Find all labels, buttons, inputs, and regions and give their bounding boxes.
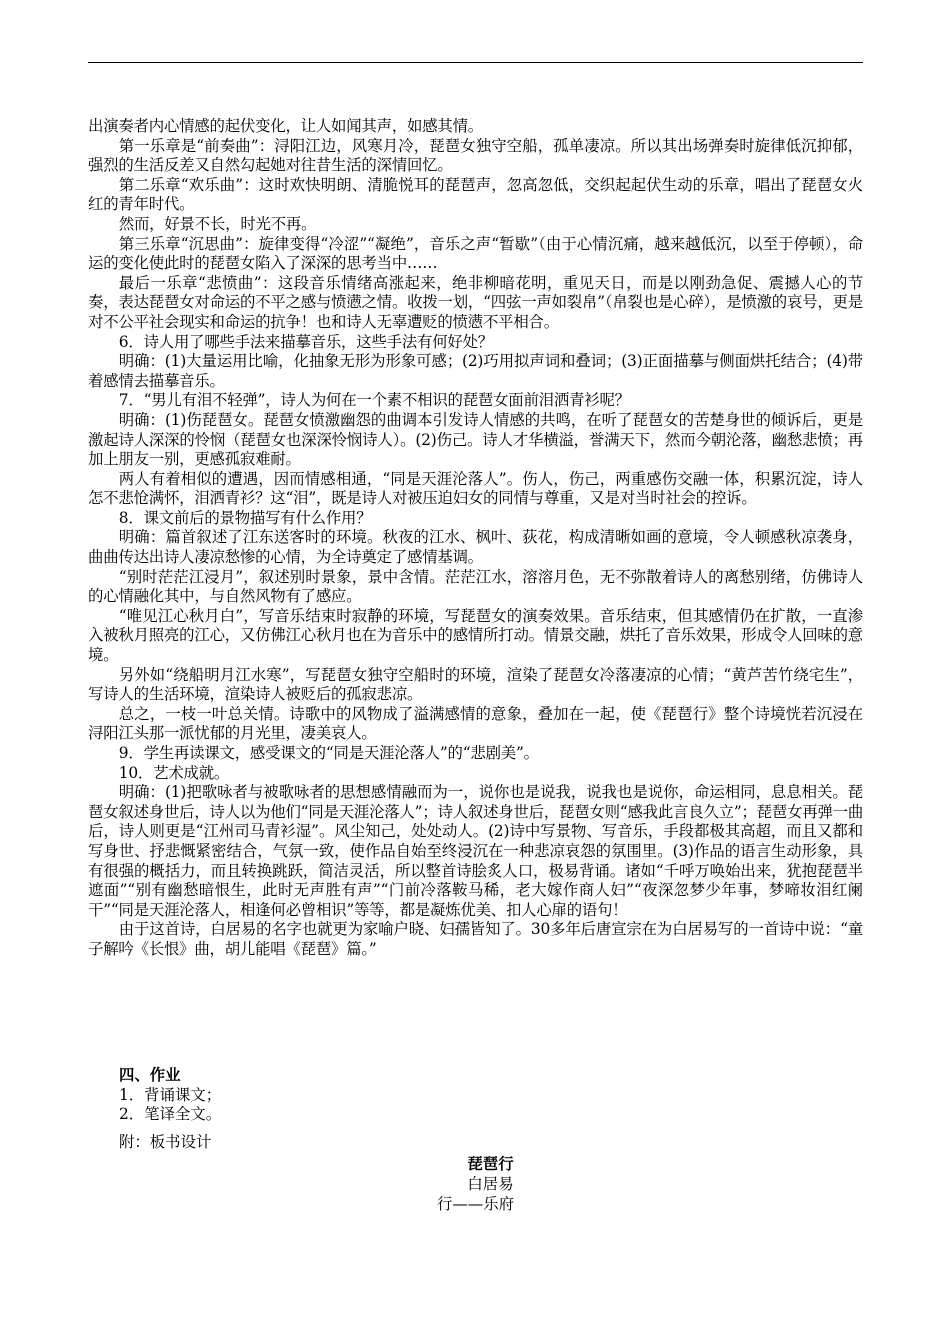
header-rule [88, 62, 863, 63]
body-paragraph: 两人有着相似的遭遇，因而情感相通，“同是天涯沦落人”。伤人，伤己，两重感伤交融一体，积累沉淀，诗人怎不悲怆满怀，泪洒青衫？这“泪”，既是诗人对被压迫妇女的同情与尊重，又是对当时社会的控诉。 [88, 469, 863, 508]
body-paragraph: 明确：(1)伤琵琶女。琵琶女愤激幽怨的曲调本引发诗人情感的共鸣，在听了琵琶女的苦楚身世的倾诉后，更是激起诗人深深的怜悯（琵琶女也深深怜悯诗人）。(2)伤己。诗人才华横溢，誉满天下，然而今朝沦落，幽愁悲愤；再加上朋友一别，更感孤寂难耐。 [88, 410, 863, 469]
body-paragraph: 第二乐章“欢乐曲”：这时欢快明朗、清脆悦耳的琵琶声，忽高忽低，交织起起伏生动的乐章，唱出了琵琶女火红的青年时代。 [88, 175, 863, 214]
body-paragraph: 8．课文前后的景物描写有什么作用？ [118, 508, 372, 527]
board-title: 琵琶行 [467, 1155, 514, 1173]
board-author: 白居易 [467, 1175, 514, 1193]
body-paragraph: 明确：(1)把歌咏者与被歌咏者的思想感情融而为一，说你也是说我，说我也是说你，命运相同，息息相关。琵琶女叙述身世后，诗人以为他们“同是天涯沦落人”；诗人叙述身世后，琵琶女则“感我此言良久立”；琵琶女再弹一曲后，诗人则更是“江州司马青衫湿”。风尘知己，处处动人。(2)诗中写景物、写音乐，手段都极其高超，而且又都和写身世、抒悲慨紧密结合，气氛一致，使作品自始至终浸沉在一种悲凉哀怨的氛围里。(3)作品的语言生动形象，具有很强的概括力，而且转换跳跃，简洁灵活，所以整首诗脍炙人口，极易背诵。诸如“千呼万唤始出来，犹抱琵琶半遮面”“别有幽愁暗恨生，此时无声胜有声”“门前冷落鞍马稀，老大嫁作商人妇”“夜深忽梦少年事，梦啼妆泪红阑干”“同是天涯沦落人，相逢何必曾相识”等等，都是凝炼优美、扣人心扉的语句！ [88, 783, 864, 919]
lesson-body [88, 117, 863, 960]
body-paragraph: “唯见江心秋月白”，写音乐结束时寂静的环境，写琵琶女的演奏效果。音乐结束，但其感情仍在扩散，一直渗入被秋月照亮的江心，又仿佛江心秋月也在为音乐中的感情所打动。情景交融，烘托了音乐效果，形成令人回味的意境。 [88, 606, 863, 665]
body-paragraph: 7．“男儿有泪不轻弹”，诗人为何在一个素不相识的琵琶女面前泪洒青衫呢？ [118, 391, 630, 410]
body-paragraph: 然而，好景不长，时光不再。 [118, 214, 317, 233]
document-page [88, 0, 863, 1342]
body-paragraph: 明确：篇首叙述了江东送客时的环境。秋夜的江水、枫叶、荻花，构成清晰如画的意境，令人顿感秋凉袭身，曲曲传达出诗人凄凉愁惨的心情，为全诗奠定了感情基调。 [88, 528, 863, 567]
body-paragraph: 由于这首诗，白居易的名字也就更为家喻户晓、妇孺皆知了。30多年后唐宣宗在为白居易写的一首诗中说：“童子解吟《长恨》曲，胡儿能唱《琵琶》篇。” [88, 920, 863, 958]
body-paragraph: 明确：(1)大量运用比喻，化抽象无形为形象可感；(2)巧用拟声词和叠词；(3)正面描摹与侧面烘托结合；(4)带着感情去描摹音乐。 [88, 352, 863, 390]
body-paragraph: 出演奏者内心情感的起伏变化，让人如闻其声，如感其情。 [88, 117, 483, 135]
appendix-label: 附：板书设计 [119, 1133, 212, 1151]
homework-heading: 四、作业 [119, 1066, 181, 1084]
body-paragraph: 6．诗人用了哪些手法来描摹音乐，这些手法有何好处？ [118, 332, 493, 351]
body-paragraph: 最后一乐章“悲愤曲”：这段音乐情绪高涨起来，绝非柳暗花明，重见天日，而是以刚劲急促、震撼人心的节奏，表达琵琶女对命运的不平之感与愤懑之情。收拨一划，“四弦一声如裂帛”（帛裂也是心碎），是愤激的哀号，更是对不公平社会现实和命运的抗争！也和诗人无辜遭贬的愤懑不平相合。 [88, 273, 863, 331]
homework-item: 1．背诵课文； [119, 1085, 222, 1104]
body-paragraph: “别时茫茫江浸月”，叙述别时景象，景中含情。茫茫江水，溶溶月色，无不弥散着诗人的离愁别绪，仿佛诗人的心情融化其中，与自然风物有了感应。 [88, 567, 863, 606]
body-paragraph: 9．学生再读课文，感受课文的“同是天涯沦落人”的“悲剧美”。 [118, 744, 539, 762]
board-genre: 行——乐府 [437, 1195, 514, 1213]
body-paragraph: 另外如“绕船明月江水寒”，写琵琶女独守空船时的环境，渲染了琵琶女冷落凄凉的心情；“黄芦苦竹绕宅生”，写诗人的生活环境，渲染诗人被贬后的孤寂悲凉。 [88, 665, 863, 704]
homework-section [88, 1066, 863, 1125]
board-design [88, 1154, 863, 1214]
body-paragraph: 第一乐章是“前奏曲”：浔阳江边，风寒月冷，琵琶女独守空船，孤单凄凉。所以其出场弹奏时旋律低沉抑郁，强烈的生活反差又自然勾起她对往昔生活的深情回忆。 [88, 136, 863, 175]
body-paragraph: 第三乐章“沉思曲”：旋律变得“冷涩”“凝绝”，音乐之声“暂歇”（由于心情沉痛，越来越低沉，以至于停顿），命运的变化使此时的琵琶女陷入了深深的思考当中…… [88, 234, 863, 273]
homework-item: 2．笔译全文。 [119, 1105, 222, 1124]
body-paragraph: 总之，一枝一叶总关情。诗歌中的风物成了溢满感情的意象，叠加在一起，使《琵琶行》整个诗境恍若沉浸在浔阳江头那一派忧郁的月光里，凄美哀人。 [88, 704, 863, 743]
body-paragraph: 10．艺术成就。 [118, 763, 230, 782]
